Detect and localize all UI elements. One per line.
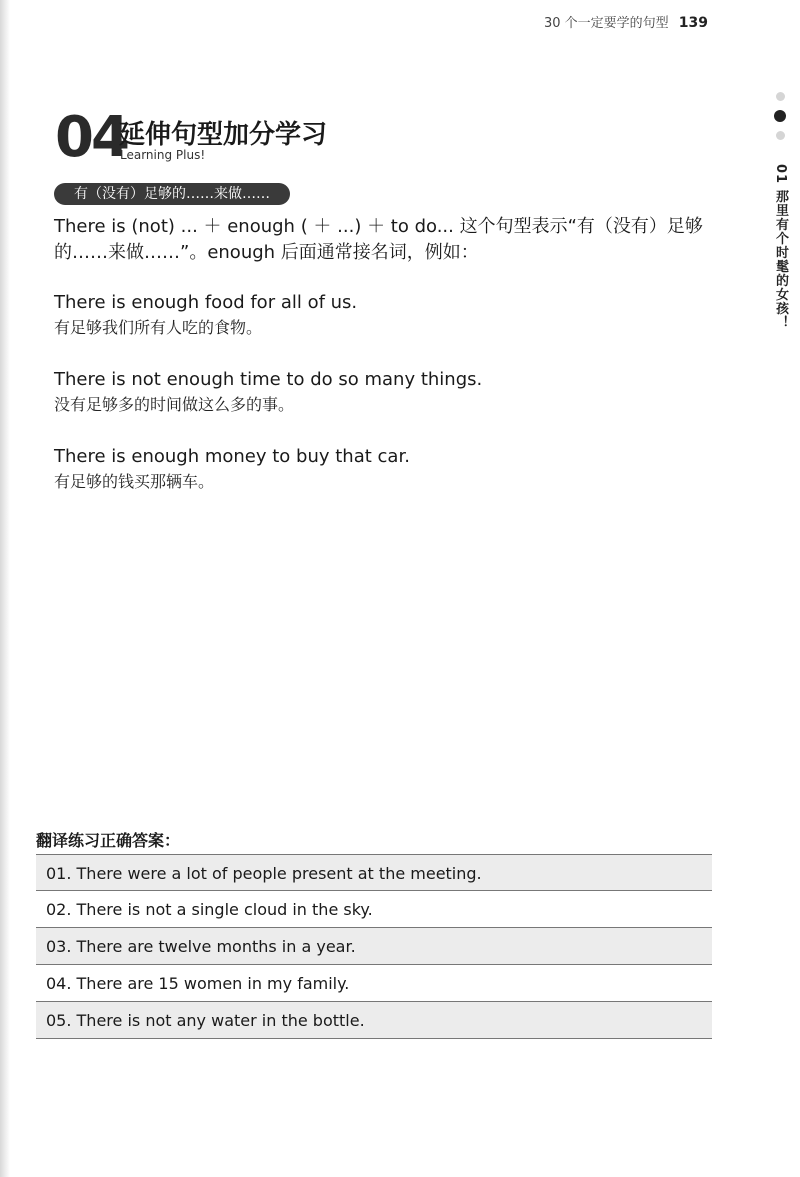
page-number: 139 [678, 15, 708, 31]
answer-row: 05. There is not any water in the bottle. [36, 1002, 712, 1039]
running-title: 30 个一定要学的句型 [543, 16, 669, 31]
example-chinese: 没有足够多的时间做这么多的事。 [54, 395, 295, 414]
progress-dot-active [774, 110, 786, 122]
running-header [544, 12, 708, 31]
example-english: There is enough money to buy that car. [54, 446, 410, 467]
answers-list [36, 854, 712, 1039]
section-number: 04 [55, 105, 127, 170]
example-chinese: 有足够的钱买那辆车。 [54, 472, 215, 491]
chapter-side-label: 01 那里有个时髦的女孩！ [773, 164, 788, 330]
answer-row: 01. There were a lot of people present at the meeting. [36, 854, 712, 891]
page-gutter-shadow [0, 0, 10, 1177]
chapter-progress-dots [773, 92, 787, 149]
example-english: There is enough food for all of us. [54, 292, 358, 313]
section-subtitle: Learning Plus! [120, 148, 206, 162]
answers-title: 翻译练习正确答案： [36, 831, 181, 850]
example-block [54, 290, 714, 340]
answer-row: 03. There are twelve months in a year. [36, 928, 712, 965]
example-block [54, 444, 714, 494]
example-chinese: 有足够我们所有人吃的食物。 [54, 318, 263, 337]
intro-paragraph: There is (not) ... ＋ enough ( ＋ ...) ＋ to do... 这个句型表示“有（没有）足够的……来做……”。enough 后面通常接名词，例如： [54, 216, 703, 263]
pattern-pill-label: 有（没有）足够的……来做…… [54, 183, 290, 205]
example-english: There is not enough time to do so many things. [54, 369, 483, 390]
progress-dot [776, 131, 785, 140]
answer-row: 04. There are 15 women in my family. [36, 965, 712, 1002]
answer-row: 02. There is not a single cloud in the sky. [36, 891, 712, 928]
example-block [54, 367, 714, 417]
section-title: 延伸句型加分学习 [119, 120, 328, 150]
progress-dot [776, 92, 785, 101]
